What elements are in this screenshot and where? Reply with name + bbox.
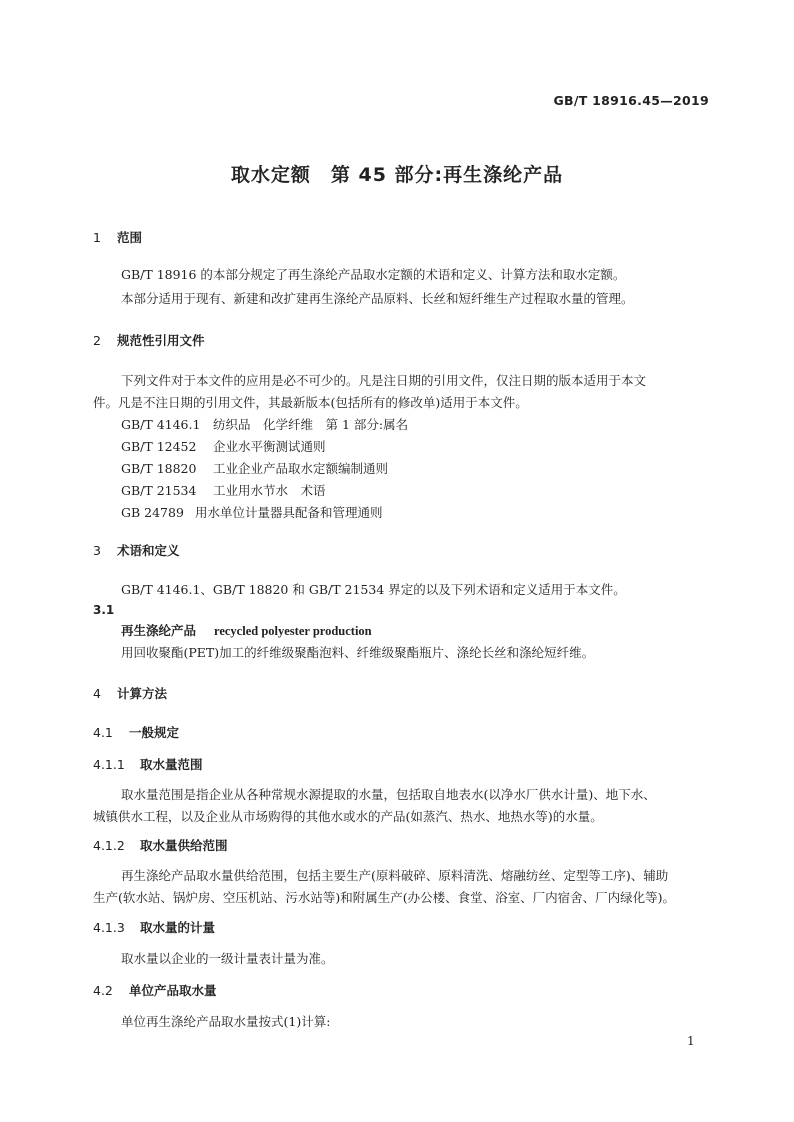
section-title: 计算方法 bbox=[117, 686, 168, 701]
section-number: 4.1.1 bbox=[93, 757, 125, 772]
subsection-4-2-heading bbox=[93, 981, 217, 999]
reference-name: 用水单位计量器具配备和管理通则 bbox=[195, 505, 383, 520]
section-number: 4 bbox=[93, 686, 101, 701]
section-number: 4.1.3 bbox=[93, 920, 125, 935]
section-number: 2 bbox=[93, 333, 101, 348]
page-number: 1 bbox=[687, 1034, 695, 1048]
section-title: 范围 bbox=[117, 230, 143, 245]
reference-code: GB/T 21534 bbox=[121, 483, 197, 498]
section-1-para-1: GB/T 18916 的本部分规定了再生涤纶产品取水定额的术语和定义、计算方法和取水定额。 bbox=[121, 267, 626, 282]
reference-name: 工业企业产品取水定额编制通则 bbox=[213, 461, 389, 476]
section-2-intro-line-2: 件。凡是不注日期的引用文件，其最新版本(包括所有的修改单)适用于本文件。 bbox=[93, 395, 528, 410]
standard-code: GB/T 18916.45—2019 bbox=[553, 93, 709, 108]
term-number: 3.1 bbox=[93, 603, 115, 617]
subsection-4-1-2-line-1: 再生涤纶产品取水量供给范围，包括主要生产(原料破碎、原料清洗、熔融纺丝、定型等工序)、辅助 bbox=[121, 868, 669, 883]
term-chinese: 再生涤纶产品 bbox=[121, 623, 197, 638]
section-3-heading bbox=[93, 541, 180, 559]
subsection-4-1-heading bbox=[93, 723, 179, 741]
section-title: 规范性引用文件 bbox=[117, 333, 205, 348]
subsection-4-1-1-line-1: 取水量范围是指企业从各种常规水源提取的水量，包括取自地表水(以净水厂供水计量)、地下水、 bbox=[121, 787, 656, 802]
section-title: 取水量的计量 bbox=[140, 920, 216, 935]
section-3-intro: GB/T 4146.1、GB/T 18820 和 GB/T 21534 界定的以及下列术语和定义适用于本文件。 bbox=[121, 582, 626, 597]
reference-item bbox=[121, 481, 326, 499]
reference-name: 企业水平衡测试通则 bbox=[213, 439, 326, 454]
section-1-heading bbox=[93, 228, 142, 246]
reference-name: 工业用水节水 术语 bbox=[213, 483, 326, 498]
section-title: 取水量范围 bbox=[140, 757, 203, 772]
section-number: 1 bbox=[93, 230, 101, 245]
term-definition: 用回收聚酯(PET)加工的纤维级聚酯泡料、纤维级聚酯瓶片、涤纶长丝和涤纶短纤维。 bbox=[121, 645, 595, 660]
reference-code: GB 24789 bbox=[121, 505, 184, 520]
section-title: 术语和定义 bbox=[117, 543, 180, 558]
term-entry bbox=[121, 621, 372, 639]
section-2-heading bbox=[93, 331, 205, 349]
subsection-4-1-3-line-1: 取水量以企业的一级计量表计量为准。 bbox=[121, 951, 334, 966]
subsection-4-1-2-line-2: 生产(软水站、锅炉房、空压机站、污水站等)和附属生产(办公楼、食堂、浴室、厂内宿舍、厂内绿化等)。 bbox=[93, 890, 676, 905]
section-1-para-2: 本部分适用于现有、新建和改扩建再生涤纶产品原料、长丝和短纤维生产过程取水量的管理。 bbox=[121, 291, 634, 306]
section-number: 4.2 bbox=[93, 983, 113, 998]
subsection-4-1-2-heading bbox=[93, 836, 228, 854]
section-number: 4.1.2 bbox=[93, 838, 125, 853]
term-english: recycled polyester production bbox=[214, 624, 372, 638]
section-number: 3 bbox=[93, 543, 101, 558]
reference-name: 纺织品 化学纤维 第 1 部分:属名 bbox=[213, 417, 409, 432]
document-title: 取水定额 第 45 部分:再生涤纶产品 bbox=[230, 164, 564, 186]
subsection-4-2-line-1: 单位再生涤纶产品取水量按式(1)计算: bbox=[121, 1014, 331, 1029]
section-title: 单位产品取水量 bbox=[129, 983, 217, 998]
subsection-4-1-1-line-2: 城镇供水工程，以及企业从市场购得的其他水或水的产品(如蒸汽、热水、地热水等)的水量。 bbox=[93, 809, 603, 824]
reference-item bbox=[121, 437, 326, 455]
reference-item bbox=[121, 503, 383, 521]
section-4-heading bbox=[93, 684, 167, 702]
reference-code: GB/T 4146.1 bbox=[121, 417, 201, 432]
section-title: 取水量供给范围 bbox=[140, 838, 228, 853]
subsection-4-1-3-heading bbox=[93, 918, 215, 936]
reference-code: GB/T 18820 bbox=[121, 461, 197, 476]
subsection-4-1-1-heading bbox=[93, 755, 203, 773]
reference-item bbox=[121, 415, 408, 433]
section-number: 4.1 bbox=[93, 725, 113, 740]
reference-item bbox=[121, 459, 388, 477]
reference-code: GB/T 12452 bbox=[121, 439, 197, 454]
section-2-intro-line-1: 下列文件对于本文件的应用是必不可少的。凡是注日期的引用文件，仅注日期的版本适用于本文 bbox=[121, 373, 647, 388]
section-title: 一般规定 bbox=[129, 725, 180, 740]
